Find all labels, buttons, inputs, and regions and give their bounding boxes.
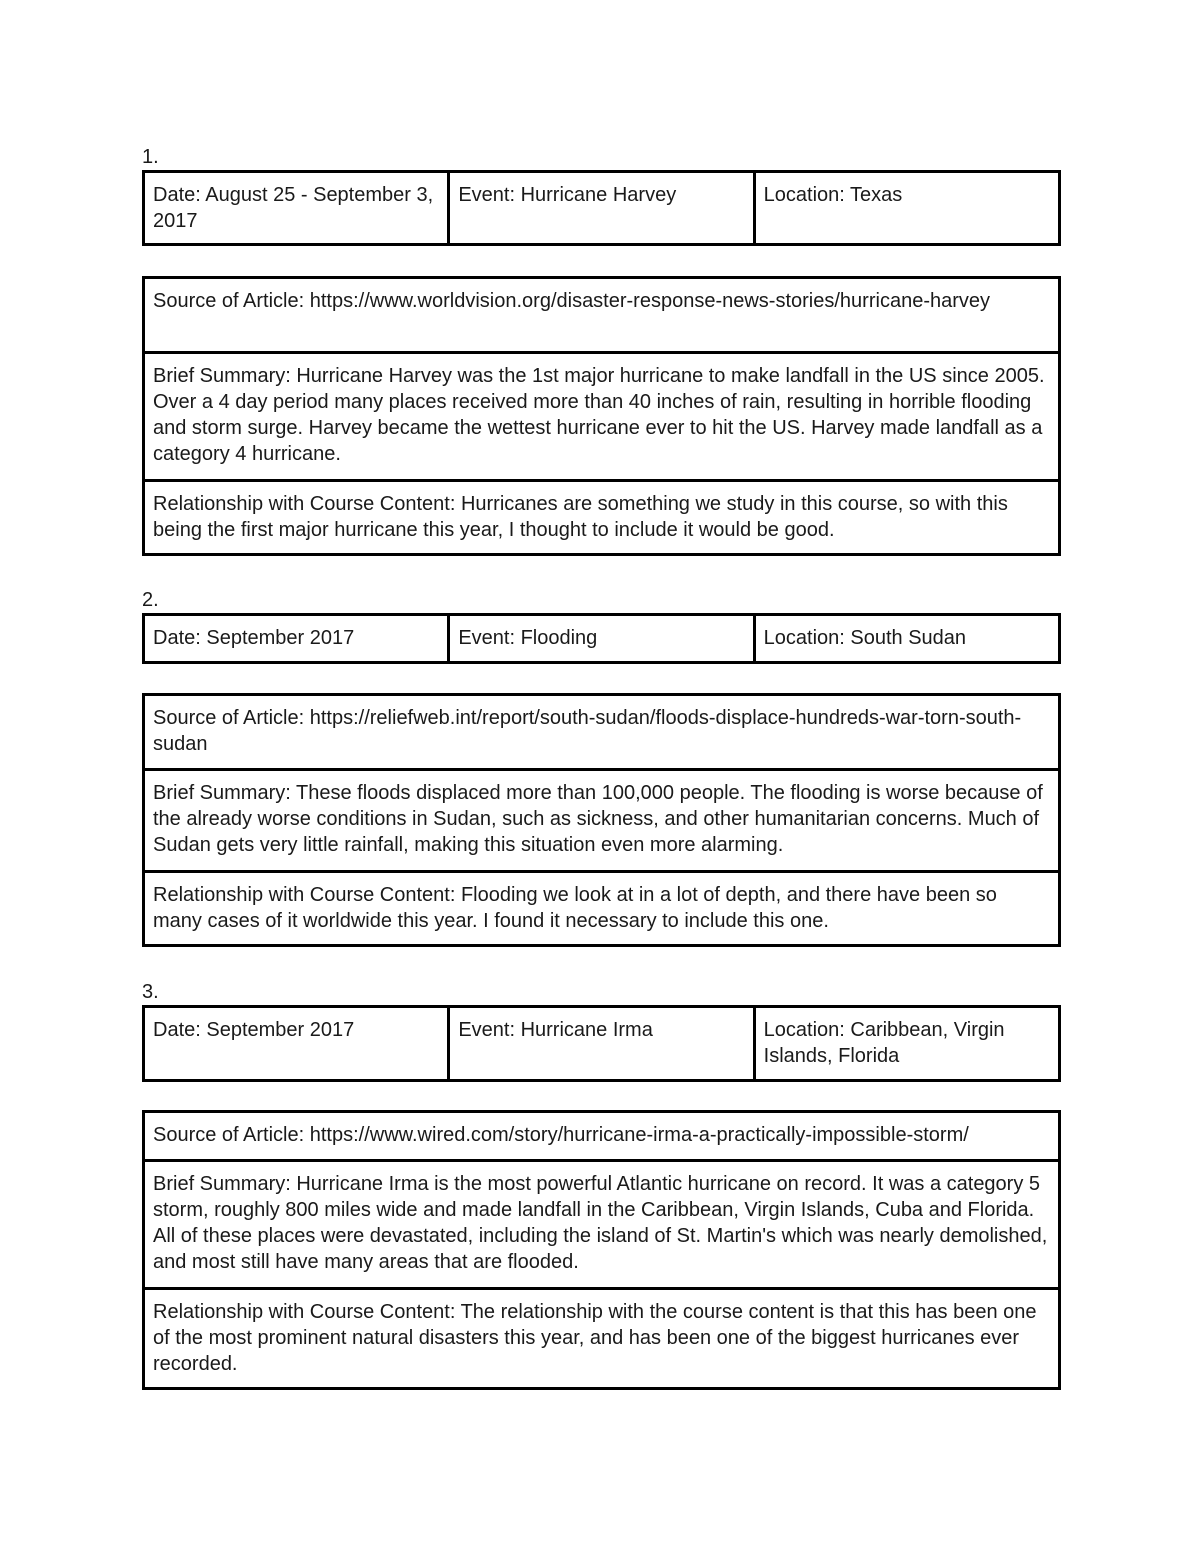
location-cell: Location: South Sudan xyxy=(763,627,967,649)
date-cell: Date: September 2017 xyxy=(145,1008,450,1079)
source-row: Source of Article: https://www.worldvision.org/disaster-response-news-stories/hurricane-harvey xyxy=(145,279,1058,354)
entry-number: 2. xyxy=(142,589,159,611)
date-cell: Date: August 25 - September 3, 2017 xyxy=(145,173,450,243)
event-meta-table xyxy=(142,613,1061,664)
source-row: Source of Article: https://www.wired.com/story/hurricane-irma-a-practically-impossible-storm/ xyxy=(145,1113,1058,1162)
event-cell: Event: Hurricane Irma xyxy=(450,1008,755,1079)
date-cell: Date: September 2017 xyxy=(145,616,450,661)
event-meta-table xyxy=(142,1005,1061,1082)
summary-row: Brief Summary: Hurricane Irma is the most powerful Atlantic hurricane on record. It was a category 5 storm, roughly 800 miles wide and made landfall in the Caribbean, Virgin Islands, Cuba and Florida. All of these places were devastated, including the island of St. Martin's which was nearly demolished, and most still have many areas that are flooded. xyxy=(145,1162,1058,1290)
event-cell: Event: Flooding xyxy=(450,616,755,661)
relationship-row: Relationship with Course Content: Hurricanes are something we study in this course, so with this being the first major hurricane this year, I thought to include it would be good. xyxy=(153,493,1008,541)
event-cell: Event: Hurricane Harvey xyxy=(450,173,755,243)
event-detail-table xyxy=(142,1110,1061,1390)
entry-number: 3. xyxy=(142,981,159,1003)
location-cell: Location: Caribbean, Virgin Islands, Florida xyxy=(763,1019,1005,1067)
event-meta-table xyxy=(142,170,1061,246)
entry-number: 1. xyxy=(142,146,159,168)
source-row: Source of Article: https://reliefweb.int/report/south-sudan/floods-displace-hundreds-war-torn-south-sudan xyxy=(145,696,1058,771)
relationship-row: Relationship with Course Content: Flooding we look at in a lot of depth, and there have been so many cases of it worldwide this year. I found it necessary to include this one. xyxy=(153,884,997,932)
location-cell: Location: Texas xyxy=(763,184,903,206)
event-detail-table xyxy=(142,276,1061,556)
summary-row: Brief Summary: These floods displaced more than 100,000 people. The flooding is worse because of the already worse conditions in Sudan, such as sickness, and other humanitarian concerns. Much of Sudan gets very little rainfall, making this situation even more alarming. xyxy=(145,771,1058,873)
summary-row: Brief Summary: Hurricane Harvey was the 1st major hurricane to make landfall in the US since 2005. Over a 4 day period many places received more than 40 inches of rain, resulting in horrible flooding and storm surge. Harvey became the wettest hurricane ever to hit the US. Harvey made landfall as a category 4 hurricane. xyxy=(145,354,1058,482)
event-detail-table xyxy=(142,693,1061,947)
relationship-row: Relationship with Course Content: The relationship with the course content is that this has been one of the most prominent natural disasters this year, and has been one of the biggest hurricanes ever recorded. xyxy=(153,1301,1037,1375)
